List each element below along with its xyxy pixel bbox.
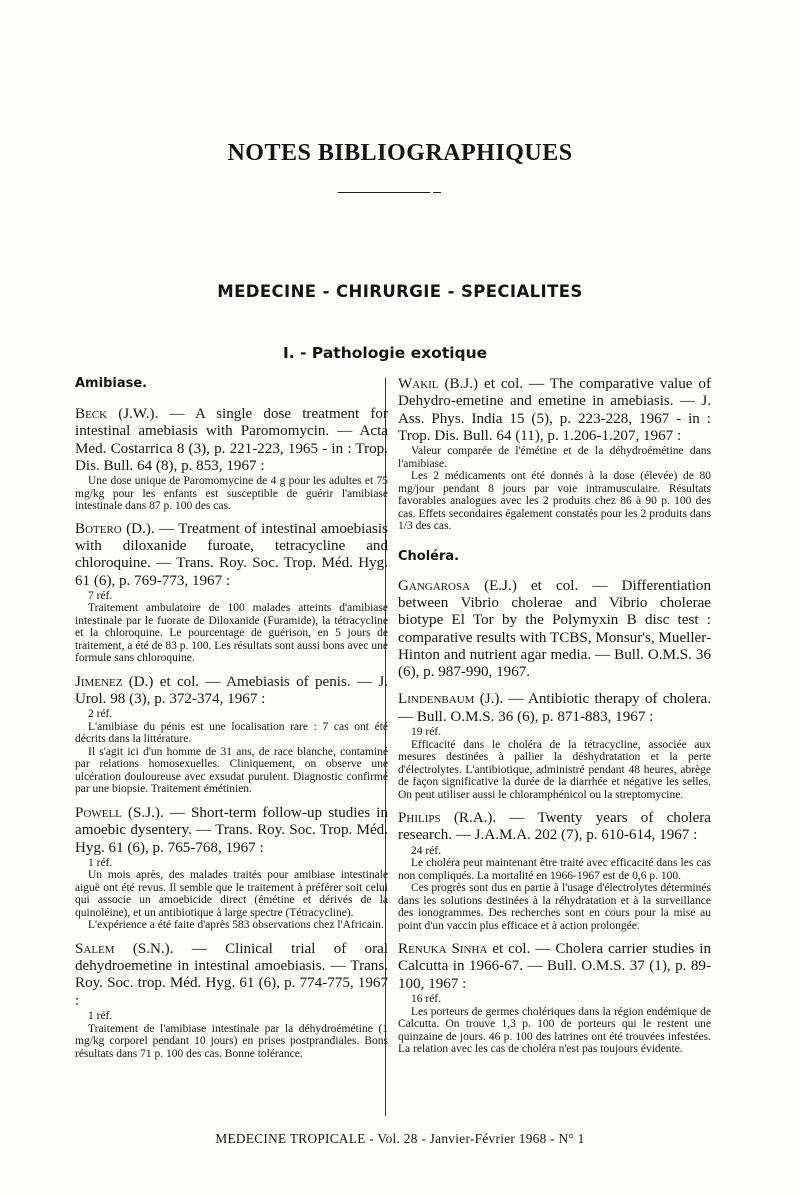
abstract: Efficacité dans le choléra de la tétracycline, associée aux mesures destinées à pallier la déshydratation et la perte d'électrolytes. L'antibiotique, administré pendant 48 heures, abrège de façon significative la durée de la diarrhée et négative les selles. On peut utiliser aussi le chloramphénicol ou la streptomycine. [398, 738, 711, 801]
left-column [75, 376, 388, 1060]
ref-count: 1 réf. [88, 1010, 113, 1023]
citation-text: (R.A.). — Twenty years of cholera research. — J.A.M.A. 202 (7), p. 610-614, 1967 : [398, 810, 711, 844]
author-name: Jimenez [75, 673, 123, 690]
citation [398, 376, 711, 445]
author-name: Powell [75, 804, 122, 821]
entry-wakil [398, 376, 711, 533]
citation [398, 578, 711, 682]
abstract: Traitement ambulatoire de 100 malades atteints d'amibiase intestinale par le fuorate de Diloxanide (Furamide), la tétracycline et la chloroquine. Le pourcentage de guérison, en 5 jours de traitement, a été de 83 p. 100. Les résultats sont aussi bons avec une formule sans chloroquine. [75, 602, 388, 665]
citation [398, 810, 711, 845]
citation [75, 674, 388, 709]
citation-text: (S.J.). — Short-term follow-up studies in amoebic dysentery. — Trans. Roy. Soc. Trop. Méd. Hyg. 61 (6), p. 765-768, 1967 : [75, 804, 388, 856]
abstract: L'amibiase du pénis est une localisation rare : 7 cas ont été décrits dans la littérature. [75, 720, 388, 746]
citation [75, 521, 388, 590]
title-rule-tick [433, 192, 441, 193]
abstract: Un mois après, des malades traités pour amibiase intestinale aiguë ont été revus. Il semble que le traitement à préférer soit celui qui associe un amoebicide direct (émétine et dérivés de la quinoléine), et un antibiotique à large spectre (Tétracycline). [75, 869, 388, 919]
author-name: Lindenbaum [398, 691, 475, 708]
ref-count: 24 réf. [411, 844, 442, 857]
abstract-continued: Ces progrès sont dus en partie à l'usage d'électrolytes déterminés dans les solutions destinées à la réhydratation et à la surveillance des ionogrammes. Des recherches sont en cours pour la mise au point d'un vaccin plus efficace et à action prolongée. [398, 882, 711, 932]
author-name: Botero [75, 520, 122, 537]
right-column [398, 376, 711, 1056]
entry-lindenbaum [398, 691, 711, 801]
author-name: Beck [75, 406, 108, 422]
citation [75, 941, 388, 1010]
page-title: NOTES BIBLIOGRAPHIQUES [227, 140, 573, 166]
citation [75, 805, 388, 857]
entry-gangarosa [398, 578, 711, 682]
title-rule [338, 192, 430, 193]
section-heading: MEDECINE - CHIRURGIE - SPECIALITES [217, 282, 583, 301]
entry-beck [75, 406, 388, 513]
abstract: Valeur comparée de l'émétine et de la déhydroémétine dans l'amibiase. [398, 445, 711, 470]
entry-renuka-sinha [398, 941, 711, 1055]
citation-text: et col. — Cholera carrier studies in Calcutta in 1966-67. — Bull. O.M.S. 37 (1), p. 89-100, 1967 : [398, 941, 711, 992]
citation-text: (E.J.) et col. — Differentiation between Vibrio cholerae and Vibrio cholerae biotype El Tor by the Polymyxin B disc test : comparative results with TCBS, Monsur's, Mueller-Hinton and nutrient agar media. — Bull. O.M.S. 36 (6), p. 987-990, 1967. [398, 577, 711, 681]
abstract: Le choléra peut maintenant être traité avec efficacité dans les cas non compliqués. La mortalité en 1966-1967 est de 0,6 p. 100. [398, 857, 711, 882]
author-name: Gangarosa [398, 577, 471, 594]
citation-text: (J.). — Antibiotic therapy of cholera. — Bull. O.M.S. 36 (6), p. 871-883, 1967 : [398, 691, 711, 725]
subhead-amibiase: Amibiase. [75, 376, 148, 391]
subhead-cholera: Choléra. [398, 548, 460, 564]
ref-count: 7 réf. [88, 589, 113, 602]
citation-text: (J.W.). — A single dose treatment for intestinal amebiasis with Paromomycin. — Acta Med. Costarrica 8 (3), p. 221-223, 1965 - in : Trop. Dis. Bull. 64 (8), p. 853, 1967 : [75, 406, 388, 474]
author-name: Philips [398, 810, 441, 827]
citation-text: (S.N.). — Clinical trial of oral dehydroemetine in intestinal amoebiasis. — Trans. Roy. Soc. trop. Méd. Hyg. 61 (6), p. 774-775, 1967 : [75, 940, 388, 1009]
ref-count: 2 réf. [88, 708, 113, 721]
entry-jimenez [75, 674, 388, 796]
abstract: Une dose unique de Paromomycine de 4 g pour les adultes et 75 mg/kg pour les enfants est susceptible de guérir l'amibiase intestinale dans 87 p. 100 des cas. [75, 475, 388, 513]
entry-powell [75, 805, 388, 932]
subsection-heading: I. - Pathologie exotique [283, 344, 488, 362]
abstract: Les porteurs de germes cholériques dans la région endémique de Calcutta. On trouve 1,3 p. 100 de porteurs qui le restent une quinzaine de jours. 46 p. 100 des latrines ont été trouvées infestées. La relation avec les cas de choléra n'est pas toujours évidente. [398, 1005, 711, 1056]
citation [398, 691, 711, 726]
abstract-continued: Les 2 médicaments ont été donnés à la dose (élevée) de 80 mg/jour pendant 8 jours par voie intramusculaire. Résultats favorables analogues avec les 2 produits chez 86 à 90 p. 100 des cas. Effets secondaires également constatés pour les 2 produits dans 1/3 des cas. [398, 470, 711, 533]
ref-count: 1 réf. [88, 856, 113, 869]
ref-count: 16 réf. [411, 993, 442, 1006]
citation [75, 406, 388, 475]
entry-philips [398, 810, 711, 932]
author-name: Renuka Sinha [398, 941, 488, 958]
entry-botero [75, 521, 388, 665]
citation-text: (D.) et col. — Amebiasis of penis. — J. Urol. 98 (3), p. 372-374, 1967 : [75, 673, 388, 708]
abstract-continued: Il s'agit ici d'un homme de 31 ans, de race blanche, contaminé par relations homosexuelles. Cliniquement, on observe une ulcération douloureuse avec exsudat purulent. Diagnostic confirmé par une biopsie. Traitement émétinien. [75, 745, 388, 796]
citation-text: (B.J.) et col. — The comparative value of Dehydro-emetine and emetine in amebiasis. — J. Ass. Phys. India 15 (5), p. 223-228, 1967 - in : Trop. Dis. Bull. 64 (11), p. 1.206-1.207, 1967 : [398, 376, 711, 444]
author-name: Salem [75, 940, 115, 957]
journal-footer: MEDECINE TROPICALE - Vol. 28 - Janvier-Février 1968 - N° 1 [215, 1131, 585, 1146]
ref-count: 19 réf. [411, 726, 442, 739]
abstract-continued: L'expérience a été faite d'après 583 observations chez l'Africain. [88, 919, 384, 932]
entry-salem [75, 941, 388, 1060]
citation [398, 941, 711, 993]
abstract: Traitement de l'amibiase intestinale par la déhydroémétine (1 mg/kg corporel pendant 10 jours) en prises postprandiales. Bons résultats dans 71 p. 100 des cas. Bonne tolérance. [75, 1022, 388, 1060]
author-name: Wakil [398, 376, 439, 392]
citation-text: (D.). — Treatment of intestinal amoebiasis with diloxanide furoate, tetracycline and chloroquine. — Trans. Roy. Soc. Trop. Méd. Hyg. 61 (6), p. 769-773, 1967 : [75, 520, 388, 589]
